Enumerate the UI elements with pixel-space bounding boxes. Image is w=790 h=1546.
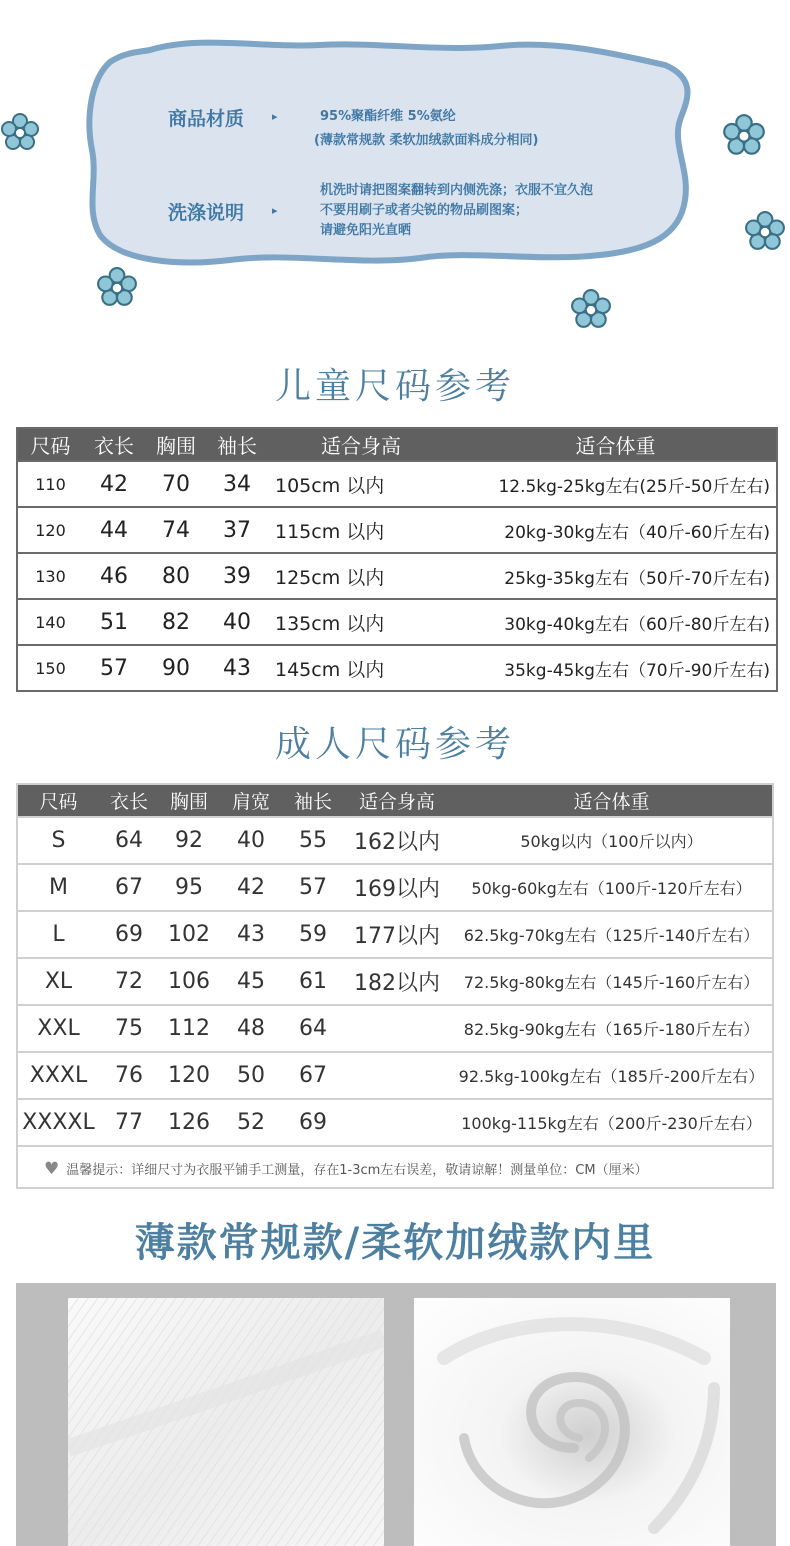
table-header-row xyxy=(17,784,773,817)
column-header: 衣长 xyxy=(99,784,159,817)
column-header: 袖长 xyxy=(283,784,343,817)
height-cell xyxy=(343,1099,451,1146)
fleece-fabric-image xyxy=(414,1298,730,1546)
column-header: 适合体重 xyxy=(455,428,777,461)
flower-icon xyxy=(722,113,766,157)
washing-line-1: 机洗时请把图案翻转到内侧洗涤；衣服不宜久泡 xyxy=(320,183,594,198)
size-cell: 150 xyxy=(17,645,83,691)
length-cell: 42 xyxy=(83,461,145,507)
sleeve-cell: 69 xyxy=(283,1099,343,1146)
size-cell: XL xyxy=(17,958,99,1005)
column-header: 尺码 xyxy=(17,428,83,461)
flower-icon xyxy=(744,210,786,252)
weight-cell: 100kg-115kg左右（200斤-230斤左右） xyxy=(451,1099,773,1146)
column-header: 胸围 xyxy=(145,428,207,461)
size-cell: M xyxy=(17,864,99,911)
shoulder-cell: 42 xyxy=(219,864,283,911)
table-row xyxy=(17,911,773,958)
column-header: 尺码 xyxy=(17,784,99,817)
note-row xyxy=(17,1146,773,1188)
flower-icon xyxy=(96,266,138,308)
weight-cell: 72.5kg-80kg左右（145斤-160斤左右） xyxy=(451,958,773,1005)
weight-cell: 50kg-60kg左右（100斤-120斤左右） xyxy=(451,864,773,911)
chest-cell: 74 xyxy=(145,507,207,553)
size-cell: XXXL xyxy=(17,1052,99,1099)
note-text: 温馨提示：详细尺寸为衣服平铺手工测量，存在1-3cm左右误差，敬请谅解！测量单位：CM（厘米） xyxy=(66,1162,648,1178)
sleeve-cell: 37 xyxy=(207,507,267,553)
fabric-title: 薄款常规款/柔软加绒款内里 xyxy=(134,1220,656,1266)
chest-cell: 120 xyxy=(159,1052,219,1099)
size-cell: 120 xyxy=(17,507,83,553)
length-cell: 72 xyxy=(99,958,159,1005)
height-cell: 169以内 xyxy=(343,864,451,911)
sleeve-cell: 64 xyxy=(283,1005,343,1052)
sleeve-cell: 61 xyxy=(283,958,343,1005)
weight-cell: 82.5kg-90kg左右（165斤-180斤左右） xyxy=(451,1005,773,1052)
sleeve-cell: 55 xyxy=(283,817,343,864)
sleeve-cell: 67 xyxy=(283,1052,343,1099)
material-line-1: 95%聚酯纤维 5%氨纶 xyxy=(320,109,456,124)
height-cell: 115cm 以内 xyxy=(267,507,455,553)
column-header: 适合身高 xyxy=(343,784,451,817)
sleeve-cell: 43 xyxy=(207,645,267,691)
sleeve-cell: 39 xyxy=(207,553,267,599)
weight-cell: 35kg-45kg左右（70斤-90斤左右) xyxy=(455,645,777,691)
table-row xyxy=(17,507,777,553)
weight-cell: 25kg-35kg左右（50斤-70斤左右) xyxy=(455,553,777,599)
chest-cell: 112 xyxy=(159,1005,219,1052)
washing-line-2: 不要用刷子或者尖锐的物品刷图案； xyxy=(320,203,529,218)
weight-cell: 30kg-40kg左右（60斤-80斤左右) xyxy=(455,599,777,645)
flower-icon xyxy=(570,288,612,330)
height-cell xyxy=(343,1052,451,1099)
size-cell: XXL xyxy=(17,1005,99,1052)
height-cell: 182以内 xyxy=(343,958,451,1005)
column-header: 衣长 xyxy=(83,428,145,461)
material-arrow-icon: ▸ xyxy=(272,110,278,123)
chest-cell: 92 xyxy=(159,817,219,864)
height-cell: 145cm 以内 xyxy=(267,645,455,691)
column-header: 适合身高 xyxy=(267,428,455,461)
table-row xyxy=(17,599,777,645)
size-cell: S xyxy=(17,817,99,864)
chest-cell: 90 xyxy=(145,645,207,691)
table-row xyxy=(17,461,777,507)
shoulder-cell: 40 xyxy=(219,817,283,864)
shoulder-cell: 52 xyxy=(219,1099,283,1146)
height-cell: 162以内 xyxy=(343,817,451,864)
table-row xyxy=(17,817,773,864)
table-row xyxy=(17,1005,773,1052)
washing-label: 洗涤说明 xyxy=(168,202,245,224)
column-header: 胸围 xyxy=(159,784,219,817)
height-cell xyxy=(343,1005,451,1052)
sleeve-cell: 40 xyxy=(207,599,267,645)
size-cell: L xyxy=(17,911,99,958)
shoulder-cell: 50 xyxy=(219,1052,283,1099)
chest-cell: 95 xyxy=(159,864,219,911)
shoulder-cell: 43 xyxy=(219,911,283,958)
table-header-row xyxy=(17,428,777,461)
washing-arrow-icon: ▸ xyxy=(272,204,278,217)
table-row xyxy=(17,864,773,911)
weight-cell: 12.5kg-25kg左右(25斤-50斤左右) xyxy=(455,461,777,507)
weight-cell: 50kg以内（100斤以内） xyxy=(451,817,773,864)
table-row xyxy=(17,958,773,1005)
chest-cell: 70 xyxy=(145,461,207,507)
table-row xyxy=(17,645,777,691)
column-header: 袖长 xyxy=(207,428,267,461)
heart-icon: ♥ xyxy=(44,1158,60,1179)
column-header: 适合体重 xyxy=(451,784,773,817)
adult-size-table xyxy=(16,783,774,1189)
kids-size-table xyxy=(16,427,778,692)
length-cell: 75 xyxy=(99,1005,159,1052)
length-cell: 76 xyxy=(99,1052,159,1099)
size-cell: 130 xyxy=(17,553,83,599)
flower-icon xyxy=(0,112,40,152)
table-row xyxy=(17,553,777,599)
sleeve-cell: 34 xyxy=(207,461,267,507)
size-cell: 140 xyxy=(17,599,83,645)
adult-size-title: 成人尺码参考 xyxy=(274,724,515,765)
material-label: 商品材质 xyxy=(168,108,245,130)
thin-fabric-image xyxy=(68,1298,384,1546)
length-cell: 57 xyxy=(83,645,145,691)
length-cell: 64 xyxy=(99,817,159,864)
weight-cell: 92.5kg-100kg左右（185斤-200斤左右） xyxy=(451,1052,773,1099)
shoulder-cell: 48 xyxy=(219,1005,283,1052)
table-row xyxy=(17,1099,773,1146)
chest-cell: 82 xyxy=(145,599,207,645)
chest-cell: 80 xyxy=(145,553,207,599)
table-row xyxy=(17,1052,773,1099)
size-cell: 110 xyxy=(17,461,83,507)
length-cell: 44 xyxy=(83,507,145,553)
height-cell: 105cm 以内 xyxy=(267,461,455,507)
measurement-note xyxy=(17,1146,773,1188)
size-cell: XXXXL xyxy=(17,1099,99,1146)
length-cell: 77 xyxy=(99,1099,159,1146)
chest-cell: 106 xyxy=(159,958,219,1005)
height-cell: 135cm 以内 xyxy=(267,599,455,645)
chest-cell: 126 xyxy=(159,1099,219,1146)
weight-cell: 20kg-30kg左右（40斤-60斤左右) xyxy=(455,507,777,553)
length-cell: 69 xyxy=(99,911,159,958)
length-cell: 51 xyxy=(83,599,145,645)
material-line-2: (薄款常规款 柔软加绒款面料成分相同) xyxy=(314,133,539,148)
washing-line-3: 请避免阳光直晒 xyxy=(320,223,412,238)
height-cell: 125cm 以内 xyxy=(267,553,455,599)
chest-cell: 102 xyxy=(159,911,219,958)
sleeve-cell: 57 xyxy=(283,864,343,911)
length-cell: 67 xyxy=(99,864,159,911)
column-header: 肩宽 xyxy=(219,784,283,817)
length-cell: 46 xyxy=(83,553,145,599)
shoulder-cell: 45 xyxy=(219,958,283,1005)
kids-size-title: 儿童尺码参考 xyxy=(274,366,515,407)
weight-cell: 62.5kg-70kg左右（125斤-140斤左右） xyxy=(451,911,773,958)
sleeve-cell: 59 xyxy=(283,911,343,958)
height-cell: 177以内 xyxy=(343,911,451,958)
